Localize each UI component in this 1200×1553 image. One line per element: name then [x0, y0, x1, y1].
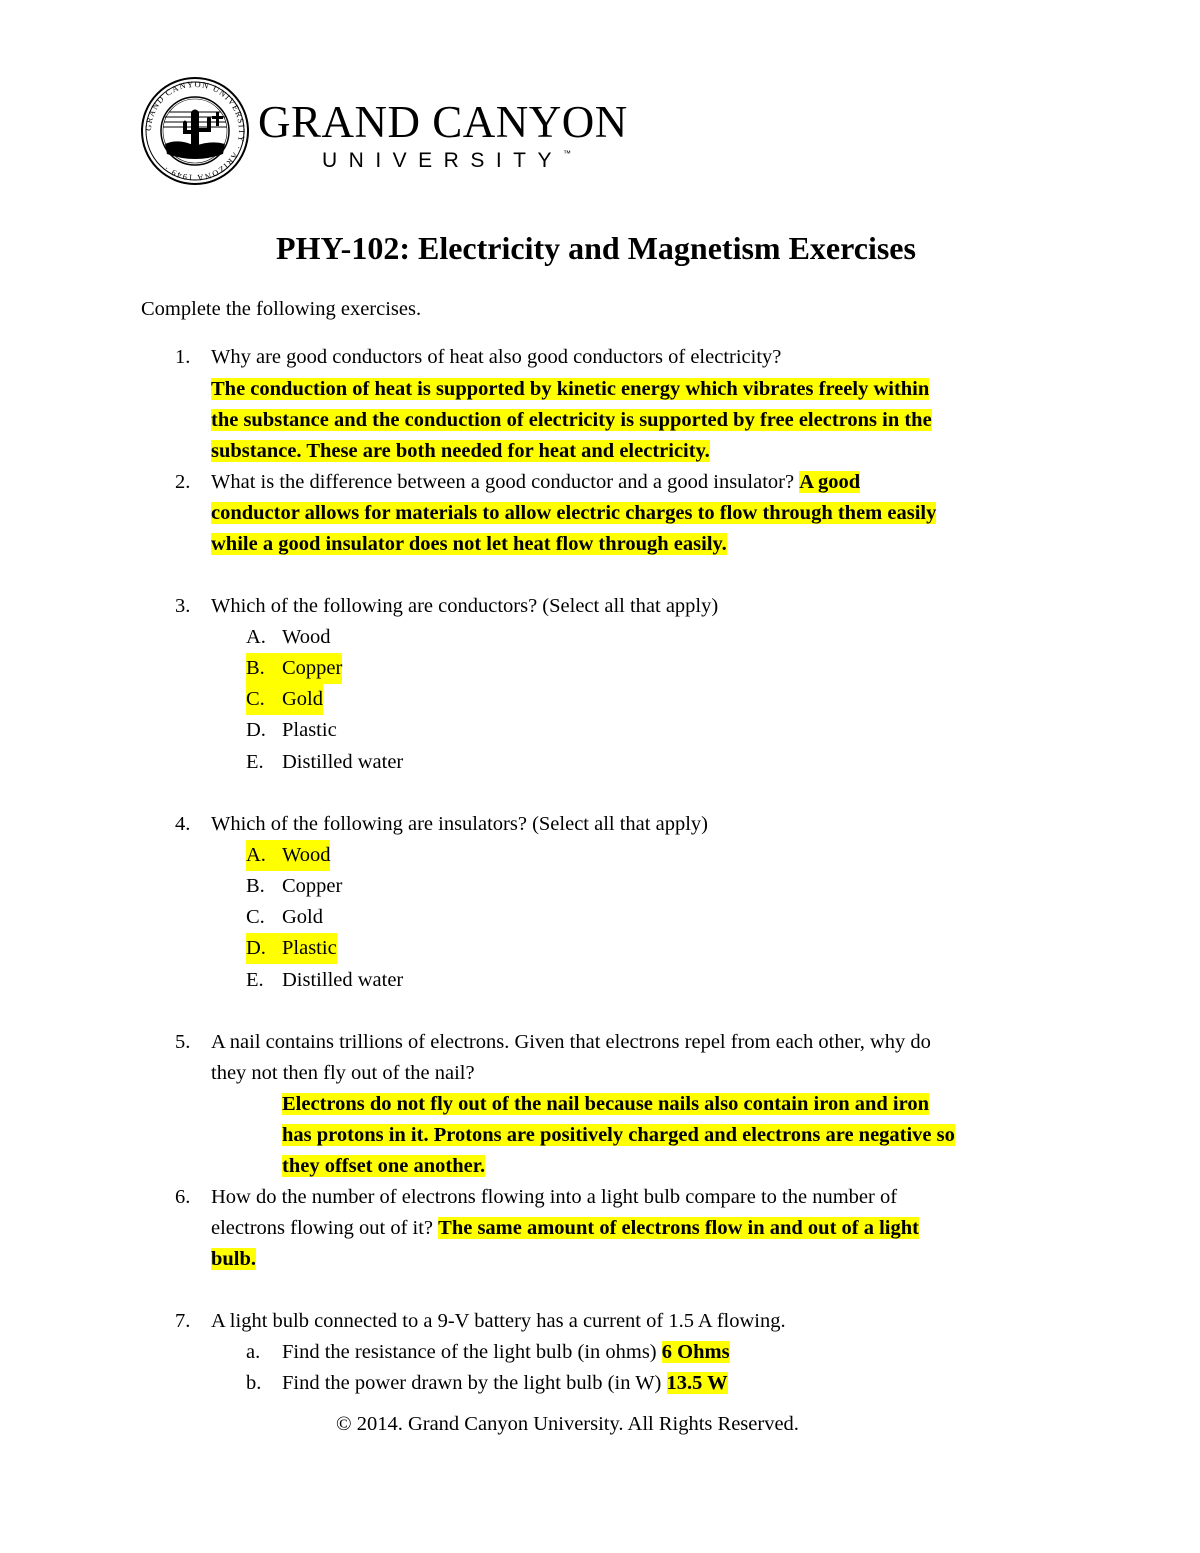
question-text: Which of the following are insulators? (Select all that apply) [211, 813, 708, 835]
answer-text: the substance and the conduction of electricity is supported by free electrons in the [211, 409, 932, 431]
instructions: Complete the following exercises. [141, 298, 422, 320]
question-text: Why are good conductors of heat also good conductors of electricity? [211, 346, 782, 368]
university-name-line1: GRAND CANYON [258, 97, 628, 147]
question-number: 7. [175, 1310, 191, 1332]
answer-1-line-2 [211, 405, 932, 436]
university-seal-icon [139, 72, 251, 190]
answer-text: Electrons do not fly out of the nail because nails also contain iron and iron [282, 1093, 929, 1115]
option-label: Distilled water [282, 969, 404, 991]
option-label: Gold [282, 906, 323, 928]
option-letter: D. [246, 933, 282, 964]
answer-text: The same amount of electrons flow in and out of a light [438, 1217, 919, 1239]
university-name-text: UNIVERSITY [322, 149, 564, 172]
question-text-with-answer [211, 467, 860, 498]
option-label: Plastic [282, 933, 337, 964]
option-letter: D. [246, 719, 266, 741]
question-number: 2. [175, 471, 191, 493]
option-letter: C. [246, 906, 265, 928]
answer-text: The conduction of heat is supported by kinetic energy which vibrates freely within [211, 378, 930, 400]
option-letter: E. [246, 969, 264, 991]
option-label: Copper [282, 875, 343, 897]
answer-5-line-2 [282, 1120, 955, 1151]
part-letter: a. [246, 1341, 261, 1363]
answer-text: bulb. [211, 1248, 257, 1270]
question-5-line-2: they not then fly out of the nail? [211, 1062, 475, 1084]
question-number: 6. [175, 1186, 191, 1208]
question-number: 5. [175, 1031, 191, 1053]
part-content [282, 1368, 728, 1399]
question-text: Which of the following are conductors? (Select all that apply) [211, 595, 719, 617]
answer-1-line-1 [211, 374, 929, 405]
svg-text:GRAND CANYON UNIVERSITY · ARIZ: GRAND CANYON UNIVERSITY · ARIZONA 1949 · [142, 78, 248, 184]
answer-6-line-2 [211, 1244, 256, 1275]
part-text: Find the power drawn by the light bulb (in W) [282, 1372, 667, 1394]
question-text: What is the difference between a good conductor and a good insulator? [211, 471, 800, 493]
answer-text: conductor allows for materials to allow electric charges to flow through them easily [211, 502, 937, 524]
question-6-line-2 [211, 1213, 919, 1244]
option-letter: B. [246, 653, 282, 684]
university-name-line2 [322, 150, 571, 171]
answer-2-line-3 [211, 529, 727, 560]
answer-5-line-1 [282, 1089, 929, 1120]
question-number: 3. [175, 595, 191, 617]
option-label: Plastic [282, 719, 337, 741]
answer-text: 13.5 W [666, 1372, 728, 1394]
part-content [282, 1337, 730, 1368]
page-title: PHY-102: Electricity and Magnetism Exercises [276, 230, 916, 266]
option-label: Copper [282, 653, 342, 684]
option-label: Wood [282, 840, 330, 871]
answer-1-line-3 [211, 436, 710, 467]
option-label: Wood [282, 626, 331, 648]
trademark-symbol: ™ [563, 149, 572, 158]
question-text: How do the number of electrons flowing into a light bulb compare to the number of [211, 1186, 898, 1208]
option-label: Distilled water [282, 751, 404, 773]
answer-text: substance. These are both needed for heat and electricity. [211, 440, 710, 462]
answer-5-line-3 [282, 1151, 485, 1182]
answer-text: has protons in it. Protons are positively charged and electrons are negative so [282, 1124, 955, 1146]
copyright-footer: © 2014. Grand Canyon University. All Rights Reserved. [336, 1413, 799, 1435]
option-letter: A. [246, 840, 282, 871]
answer-text: A good [799, 471, 861, 493]
part-letter: b. [246, 1372, 262, 1394]
question-text: A nail contains trillions of electrons. Given that electrons repel from each other, why do [211, 1031, 931, 1053]
option-letter: A. [246, 626, 266, 648]
answer-2-line-2 [211, 498, 936, 529]
option-letter: B. [246, 875, 265, 897]
question-text: electrons flowing out of it? [211, 1217, 439, 1239]
question-number: 4. [175, 813, 191, 835]
option-letter: E. [246, 751, 264, 773]
answer-text: while a good insulator does not let heat flow through easily. [211, 533, 727, 555]
answer-text: 6 Ohms [661, 1341, 730, 1363]
part-text: Find the resistance of the light bulb (in ohms) [282, 1341, 662, 1363]
question-number: 1. [175, 346, 191, 368]
answer-text: they offset one another. [282, 1155, 486, 1177]
option-label: Gold [282, 684, 323, 715]
question-text: A light bulb connected to a 9-V battery has a current of 1.5 A flowing. [211, 1310, 786, 1332]
option-letter: C. [246, 684, 282, 715]
